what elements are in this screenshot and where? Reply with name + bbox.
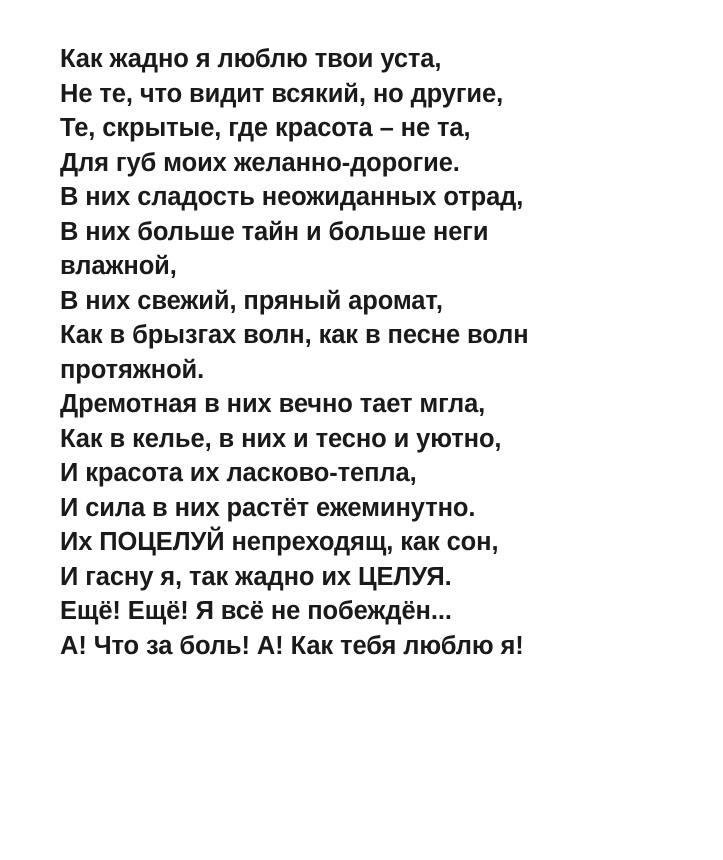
poem-line: влажной, <box>60 252 177 280</box>
poem-line: В них больше тайн и больше неги <box>60 217 489 246</box>
poem-line: Их ПОЦЕЛУЙ непреходящ, как сон, <box>60 528 499 556</box>
poem-line: протяжной. <box>60 355 205 384</box>
poem-line: И гасну я, так жадно их ЦЕЛУЯ. <box>60 562 452 591</box>
poem-line: Для губ моих желанно-дорогие. <box>60 148 460 177</box>
poem-line: В них сладость неожиданных отрад, <box>60 183 524 211</box>
poem-line: Не те, что видит всякий, но другие, <box>60 79 504 108</box>
poem-line: Как жадно я люблю твои уста, <box>60 45 442 73</box>
poem-line: Те, скрытые, где красота – не та, <box>60 114 471 142</box>
poem-line: Дремотная в них вечно тает мгла, <box>60 390 486 418</box>
poem-line: В них свежий, пряный аромат, <box>60 286 443 315</box>
poem-line: Как в брызгах волн, как в песне волн <box>60 321 529 349</box>
poem-line: А! Что за боль! А! Как тебя люблю я! <box>60 631 524 660</box>
poem-line: И красота их ласково-тепла, <box>60 459 417 487</box>
poem-line: Ещё! Ещё! Я всё не побеждён... <box>60 597 452 625</box>
poem-line: Как в келье, в них и тесно и уютно, <box>60 424 502 453</box>
poem-line: И сила в них растёт ежеминутно. <box>60 493 476 522</box>
poem-body <box>60 42 705 663</box>
